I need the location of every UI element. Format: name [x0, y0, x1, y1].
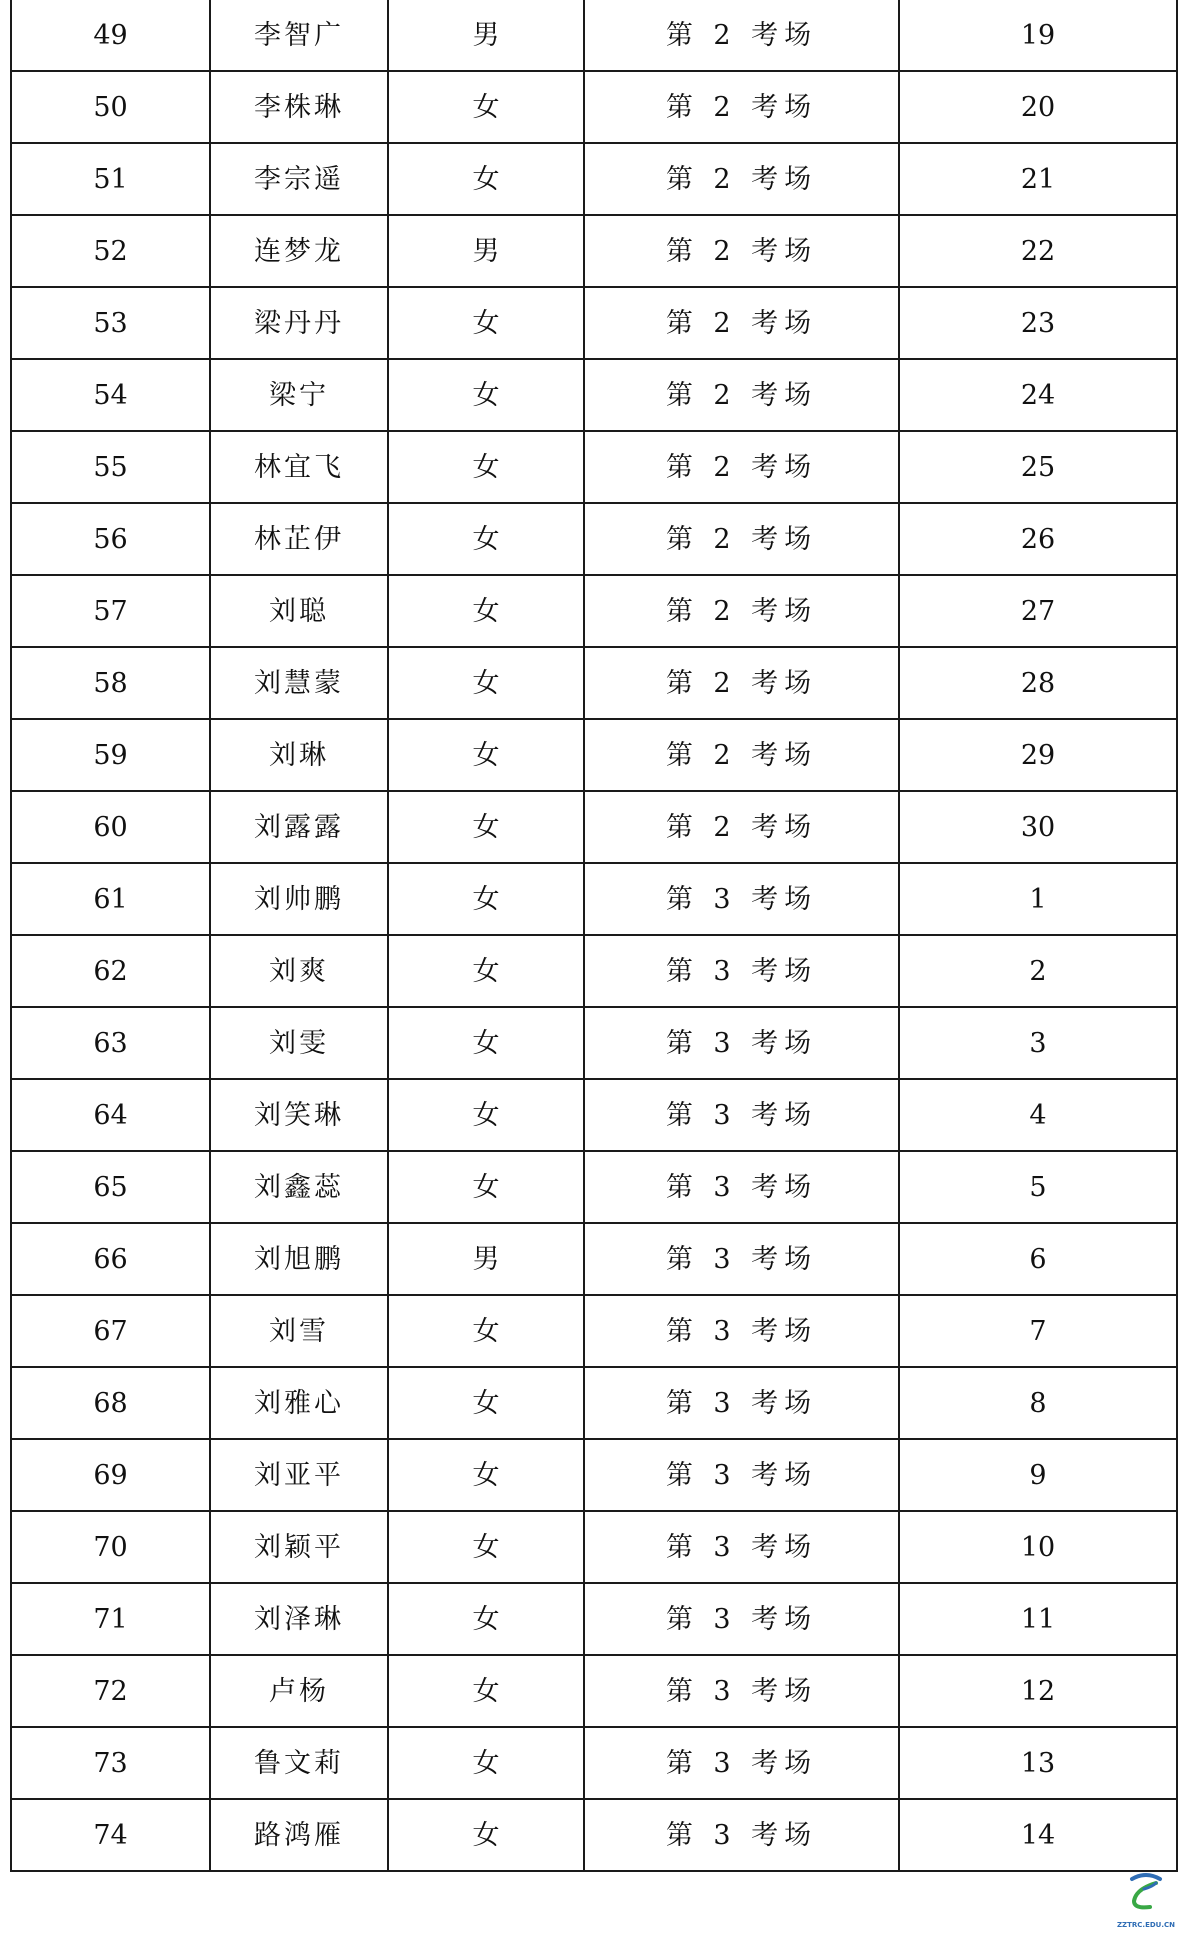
table-row — [11, 1511, 1177, 1583]
gender-cell: 女 — [388, 1367, 584, 1439]
student-name-cell: 刘笑琳 — [210, 1079, 388, 1151]
seat-number-cell: 4 — [899, 1079, 1177, 1151]
student-name-cell: 刘雪 — [210, 1295, 388, 1367]
table-row — [11, 1727, 1177, 1799]
table-row — [11, 791, 1177, 863]
student-name-cell: 梁丹丹 — [210, 287, 388, 359]
exam-room-cell: 第 2 考场 — [584, 0, 899, 71]
seat-number-cell: 23 — [899, 287, 1177, 359]
gender-cell: 女 — [388, 287, 584, 359]
table-row — [11, 1655, 1177, 1727]
row-number-cell: 59 — [11, 719, 210, 791]
student-name-cell: 刘聪 — [210, 575, 388, 647]
seat-number-cell: 8 — [899, 1367, 1177, 1439]
table-row — [11, 1007, 1177, 1079]
exam-room-cell: 第 3 考场 — [584, 1079, 899, 1151]
student-name-cell: 卢杨 — [210, 1655, 388, 1727]
exam-room-cell: 第 3 考场 — [584, 1439, 899, 1511]
gender-cell: 女 — [388, 1583, 584, 1655]
gender-cell: 女 — [388, 575, 584, 647]
seat-number-cell: 30 — [899, 791, 1177, 863]
student-name-cell: 鲁文莉 — [210, 1727, 388, 1799]
gender-cell: 女 — [388, 143, 584, 215]
row-number-cell: 58 — [11, 647, 210, 719]
gender-cell: 女 — [388, 1511, 584, 1583]
exam-room-cell: 第 3 考场 — [584, 1511, 899, 1583]
row-number-cell: 72 — [11, 1655, 210, 1727]
exam-room-cell: 第 2 考场 — [584, 215, 899, 287]
student-name-cell: 刘鑫蕊 — [210, 1151, 388, 1223]
gender-cell: 女 — [388, 1727, 584, 1799]
row-number-cell: 61 — [11, 863, 210, 935]
row-number-cell: 57 — [11, 575, 210, 647]
seat-number-cell: 28 — [899, 647, 1177, 719]
exam-room-cell: 第 3 考场 — [584, 863, 899, 935]
gender-cell: 女 — [388, 503, 584, 575]
seat-number-cell: 9 — [899, 1439, 1177, 1511]
watermark — [1116, 1869, 1176, 1929]
table-row — [11, 503, 1177, 575]
gender-cell: 女 — [388, 647, 584, 719]
row-number-cell: 50 — [11, 71, 210, 143]
seat-number-cell: 6 — [899, 1223, 1177, 1295]
student-name-cell: 李智广 — [210, 0, 388, 71]
exam-room-cell: 第 2 考场 — [584, 575, 899, 647]
row-number-cell: 73 — [11, 1727, 210, 1799]
row-number-cell: 67 — [11, 1295, 210, 1367]
table-row — [11, 0, 1177, 71]
row-number-cell: 66 — [11, 1223, 210, 1295]
gender-cell: 女 — [388, 1439, 584, 1511]
row-number-cell: 52 — [11, 215, 210, 287]
seat-number-cell: 12 — [899, 1655, 1177, 1727]
student-name-cell: 连梦龙 — [210, 215, 388, 287]
student-name-cell: 刘帅鹏 — [210, 863, 388, 935]
table-row — [11, 647, 1177, 719]
exam-room-cell: 第 3 考场 — [584, 1655, 899, 1727]
student-name-cell: 刘亚平 — [210, 1439, 388, 1511]
gender-cell: 男 — [388, 0, 584, 71]
row-number-cell: 54 — [11, 359, 210, 431]
exam-room-cell: 第 2 考场 — [584, 503, 899, 575]
gender-cell: 女 — [388, 1151, 584, 1223]
row-number-cell: 60 — [11, 791, 210, 863]
gender-cell: 女 — [388, 1007, 584, 1079]
student-name-cell: 刘露露 — [210, 791, 388, 863]
exam-seating-table-body — [11, 0, 1177, 1871]
table-row — [11, 143, 1177, 215]
exam-room-cell: 第 3 考场 — [584, 1367, 899, 1439]
row-number-cell: 56 — [11, 503, 210, 575]
table-row — [11, 1079, 1177, 1151]
gender-cell: 男 — [388, 1223, 584, 1295]
gender-cell: 女 — [388, 431, 584, 503]
seat-number-cell: 11 — [899, 1583, 1177, 1655]
exam-room-cell: 第 2 考场 — [584, 431, 899, 503]
seat-number-cell: 1 — [899, 863, 1177, 935]
gender-cell: 女 — [388, 1799, 584, 1871]
seat-number-cell: 19 — [899, 0, 1177, 71]
exam-room-cell: 第 3 考场 — [584, 1799, 899, 1871]
row-number-cell: 53 — [11, 287, 210, 359]
gender-cell: 女 — [388, 935, 584, 1007]
row-number-cell: 71 — [11, 1583, 210, 1655]
student-name-cell: 刘慧蒙 — [210, 647, 388, 719]
gender-cell: 女 — [388, 863, 584, 935]
table-row — [11, 287, 1177, 359]
seat-number-cell: 5 — [899, 1151, 1177, 1223]
seat-number-cell: 7 — [899, 1295, 1177, 1367]
table-row — [11, 1583, 1177, 1655]
exam-room-cell: 第 3 考场 — [584, 1223, 899, 1295]
exam-room-cell: 第 3 考场 — [584, 1295, 899, 1367]
table-row — [11, 359, 1177, 431]
gender-cell: 女 — [388, 1655, 584, 1727]
table-row — [11, 1151, 1177, 1223]
seat-number-cell: 26 — [899, 503, 1177, 575]
exam-room-cell: 第 2 考场 — [584, 719, 899, 791]
row-number-cell: 55 — [11, 431, 210, 503]
student-name-cell: 林芷伊 — [210, 503, 388, 575]
exam-seating-table — [10, 0, 1178, 1872]
seat-number-cell: 3 — [899, 1007, 1177, 1079]
gender-cell: 女 — [388, 71, 584, 143]
table-row — [11, 71, 1177, 143]
row-number-cell: 74 — [11, 1799, 210, 1871]
table-row — [11, 575, 1177, 647]
seat-number-cell: 2 — [899, 935, 1177, 1007]
exam-room-cell: 第 3 考场 — [584, 1007, 899, 1079]
table-row — [11, 215, 1177, 287]
seat-number-cell: 22 — [899, 215, 1177, 287]
student-name-cell: 梁宁 — [210, 359, 388, 431]
row-number-cell: 62 — [11, 935, 210, 1007]
seat-number-cell: 14 — [899, 1799, 1177, 1871]
row-number-cell: 69 — [11, 1439, 210, 1511]
table-row — [11, 863, 1177, 935]
seat-number-cell: 13 — [899, 1727, 1177, 1799]
student-name-cell: 刘颖平 — [210, 1511, 388, 1583]
student-name-cell: 路鸿雁 — [210, 1799, 388, 1871]
row-number-cell: 65 — [11, 1151, 210, 1223]
student-name-cell: 林宜飞 — [210, 431, 388, 503]
student-name-cell: 刘琳 — [210, 719, 388, 791]
exam-room-cell: 第 2 考场 — [584, 791, 899, 863]
row-number-cell: 63 — [11, 1007, 210, 1079]
table-row — [11, 1295, 1177, 1367]
seat-number-cell: 29 — [899, 719, 1177, 791]
gender-cell: 女 — [388, 359, 584, 431]
watermark-text: ZZTRC.EDU.CN — [1116, 1921, 1176, 1929]
exam-room-cell: 第 3 考场 — [584, 1727, 899, 1799]
exam-room-cell: 第 2 考场 — [584, 143, 899, 215]
table-row — [11, 431, 1177, 503]
row-number-cell: 64 — [11, 1079, 210, 1151]
student-name-cell: 李宗遥 — [210, 143, 388, 215]
table-row — [11, 1439, 1177, 1511]
student-name-cell: 李株琳 — [210, 71, 388, 143]
seat-number-cell: 21 — [899, 143, 1177, 215]
exam-room-cell: 第 3 考场 — [584, 1151, 899, 1223]
gender-cell: 女 — [388, 1079, 584, 1151]
row-number-cell: 68 — [11, 1367, 210, 1439]
exam-room-cell: 第 2 考场 — [584, 359, 899, 431]
table-row — [11, 1223, 1177, 1295]
seat-number-cell: 24 — [899, 359, 1177, 431]
table-row — [11, 1799, 1177, 1871]
school-logo-icon — [1122, 1869, 1170, 1915]
exam-room-cell: 第 3 考场 — [584, 935, 899, 1007]
gender-cell: 女 — [388, 791, 584, 863]
student-name-cell: 刘泽琳 — [210, 1583, 388, 1655]
seat-number-cell: 27 — [899, 575, 1177, 647]
student-name-cell: 刘爽 — [210, 935, 388, 1007]
table-row — [11, 935, 1177, 1007]
row-number-cell: 51 — [11, 143, 210, 215]
gender-cell: 男 — [388, 215, 584, 287]
student-name-cell: 刘雅心 — [210, 1367, 388, 1439]
seat-number-cell: 10 — [899, 1511, 1177, 1583]
exam-room-cell: 第 3 考场 — [584, 1583, 899, 1655]
seat-number-cell: 25 — [899, 431, 1177, 503]
gender-cell: 女 — [388, 719, 584, 791]
seat-number-cell: 20 — [899, 71, 1177, 143]
table-row — [11, 719, 1177, 791]
exam-room-cell: 第 2 考场 — [584, 71, 899, 143]
row-number-cell: 49 — [11, 0, 210, 71]
row-number-cell: 70 — [11, 1511, 210, 1583]
gender-cell: 女 — [388, 1295, 584, 1367]
student-name-cell: 刘雯 — [210, 1007, 388, 1079]
exam-room-cell: 第 2 考场 — [584, 647, 899, 719]
student-name-cell: 刘旭鹏 — [210, 1223, 388, 1295]
exam-room-cell: 第 2 考场 — [584, 287, 899, 359]
table-row — [11, 1367, 1177, 1439]
